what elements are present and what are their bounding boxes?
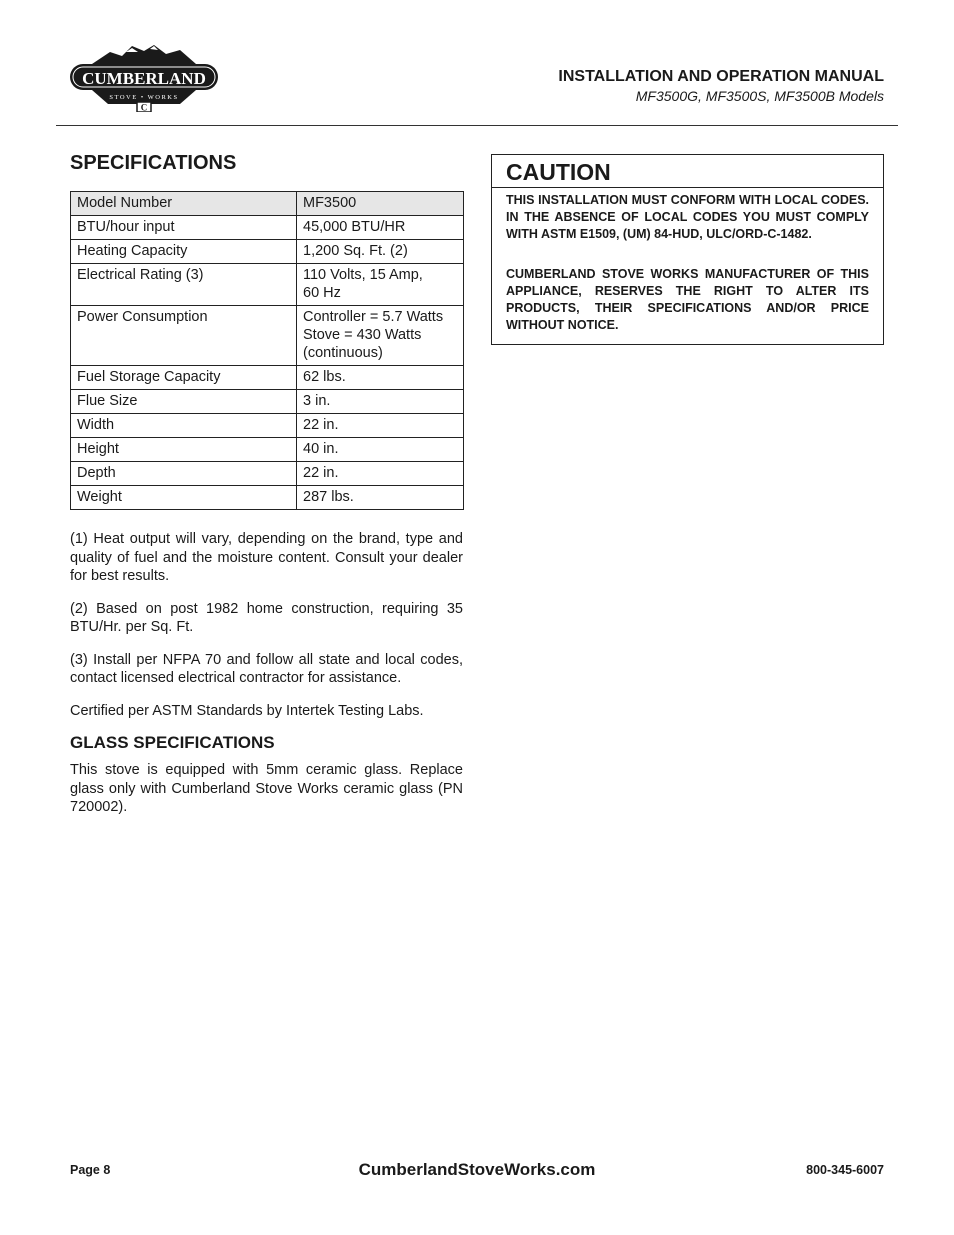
glass-specifications-text: This stove is equipped with 5mm ceramic glass. Replace glass only with Cumberland Stove Works ceramic glass (PN 720002). [70,762,463,815]
spec-value: 1,200 Sq. Ft. (2) [297,240,464,264]
caution-rights-text: CUMBERLAND STOVE WORKS MANUFACTURER OF THIS APPLIANCE, RESERVES THE RIGHT TO ALTER ITS PRODUCTS, THEIR SPECIFICATIONS AND/OR PRICE WITHOUT NOTICE. [506,267,869,332]
svg-text:C: C [140,102,148,112]
cumberland-logo [70,42,218,112]
header-divider [56,125,898,126]
spec-label: Height [71,438,297,462]
caution-codes-text: THIS INSTALLATION MUST CONFORM WITH LOCAL CODES. IN THE ABSENCE OF LOCAL CODES YOU MUST COMPLY WITH ASTM E1509, (UM) 84-HUD, ULC/ORD-C-1482. [506,193,869,241]
spec-label: Electrical Rating (3) [71,264,297,306]
spec-row [71,486,464,510]
website-url: CumberlandStoveWorks.com [358,1160,596,1179]
spec-value: 3 in. [297,390,464,414]
spec-row [71,462,464,486]
spec-value: 62 lbs. [297,366,464,390]
spec-value: 110 Volts, 15 Amp, 60 Hz [297,264,464,306]
manual-title: INSTALLATION AND OPERATION MANUAL [558,68,884,85]
spec-label: Heating Capacity [71,240,297,264]
spec-row [71,414,464,438]
caution-title: CAUTION [506,159,611,185]
spec-row [71,264,464,306]
phone-number: 800-345-6007 [806,1163,884,1177]
spec-label: Depth [71,462,297,486]
spec-label: BTU/hour input [71,216,297,240]
spec-label: Power Consumption [71,306,297,366]
spec-row [71,438,464,462]
spec-label: Weight [71,486,297,510]
spec-row [71,366,464,390]
caution-divider [492,187,883,188]
spec-value: 287 lbs. [297,486,464,510]
spec-row [71,306,464,366]
spec-value: Controller = 5.7 Watts Stove = 430 Watts (continuous) [297,306,464,366]
spec-row [71,390,464,414]
spec-value: 22 in. [297,462,464,486]
models-subtitle: MF3500G, MF3500S, MF3500B Models [635,88,884,104]
spec-value: 45,000 BTU/HR [297,216,464,240]
note-1: (1) Heat output will vary, depending on the brand, type and quality of fuel and the moisture content. Consult your dealer for best results. [70,531,463,584]
spec-row [71,240,464,264]
spec-value: MF3500 [297,192,464,216]
svg-text:STOVE • WORKS: STOVE • WORKS [109,94,179,101]
page-number: Page 8 [70,1163,111,1177]
spec-value: 40 in. [297,438,464,462]
certification-note: Certified per ASTM Standards by Intertek Testing Labs. [70,702,424,719]
glass-specifications-heading: GLASS SPECIFICATIONS [70,733,275,752]
spec-label: Flue Size [71,390,297,414]
note-2: (2) Based on post 1982 home construction, requiring 35 BTU/Hr. per Sq. Ft. [70,600,463,635]
spec-value: 22 in. [297,414,464,438]
spec-label: Fuel Storage Capacity [71,366,297,390]
caution-box [491,154,884,345]
svg-text:CUMBERLAND: CUMBERLAND [82,69,206,88]
spec-label: Model Number [71,192,297,216]
note-3: (3) Install per NFPA 70 and follow all state and local codes, contact licensed electrical contractor for assistance. [70,651,463,686]
specifications-heading: SPECIFICATIONS [70,152,237,174]
spec-row [71,216,464,240]
spec-label: Width [71,414,297,438]
specification-notes [70,530,463,734]
spec-row [71,192,464,216]
specifications-table [70,191,464,510]
